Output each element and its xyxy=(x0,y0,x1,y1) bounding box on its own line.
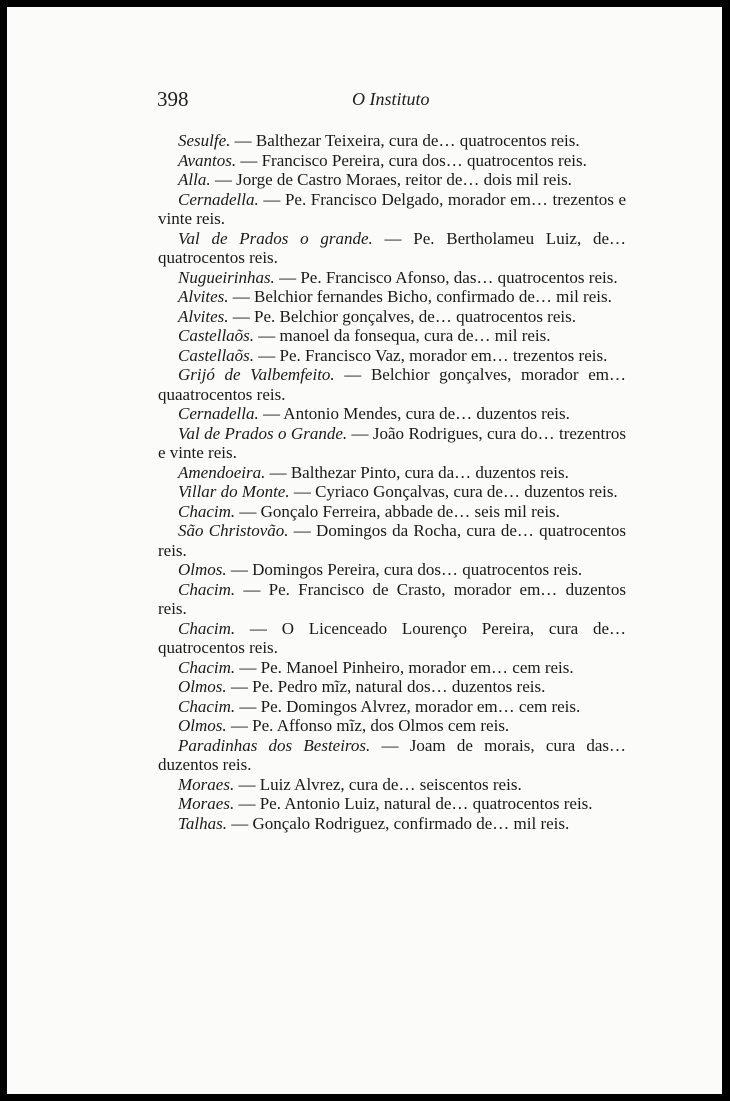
place-name: Olmos. xyxy=(178,560,227,579)
entry-text: — O Licenceado Lourenço Pereira, cura de… quatrocentos reis. xyxy=(158,618,626,657)
list-item xyxy=(158,424,626,463)
list-item xyxy=(158,307,626,327)
entry-text: — Balthezar Pinto, cura da… duzentos reis. xyxy=(265,462,569,482)
place-name: Cernadella. xyxy=(178,189,259,209)
list-item xyxy=(158,151,626,171)
list-item xyxy=(158,716,626,736)
place-name: Chacim. xyxy=(178,501,236,521)
list-item xyxy=(158,502,626,522)
list-item xyxy=(158,580,626,619)
list-item xyxy=(158,170,626,190)
list-item xyxy=(158,697,626,717)
place-name: Val de Prados o Grande. xyxy=(178,423,348,443)
entry-text: — Pe. Manoel Pinheiro, morador em… cem reis. xyxy=(235,657,574,677)
list-item xyxy=(158,131,626,151)
list-item xyxy=(158,268,626,288)
entry-text: — Pe. Bertholameu Luiz, de… quatrocentos reis. xyxy=(158,228,627,267)
entry-text: — Pe. Belchior gonçalves, de… quatrocentos reis. xyxy=(228,306,576,326)
entry-text: — Antonio Mendes, cura de… duzentos reis. xyxy=(258,404,570,423)
list-item xyxy=(158,365,626,404)
place-name: Moraes. xyxy=(178,794,235,813)
journal-title: O Instituto xyxy=(352,89,430,109)
entry-text: — Belchior fernandes Bicho, confirmado de… mil reis. xyxy=(228,287,612,306)
place-name: Olmos. xyxy=(178,716,227,735)
entry-text: — Pe. Francisco Vaz, morador em… trezentos reis. xyxy=(254,345,608,365)
list-item xyxy=(158,190,626,229)
place-name: Chacim. xyxy=(178,696,236,716)
list-item xyxy=(158,560,626,580)
place-name: Alvites. xyxy=(178,306,229,326)
place-name: Cernadella. xyxy=(178,404,259,423)
entry-text: — Pe. Antonio Luiz, natural de… quatrocentos reis. xyxy=(234,794,593,813)
entry-text: — Balthezar Teixeira, cura de… quatrocentos reis. xyxy=(230,131,580,150)
place-name: Moraes. xyxy=(178,774,235,794)
entry-list xyxy=(158,131,626,833)
place-name: Nugueirinhas. xyxy=(178,267,275,287)
list-item xyxy=(158,814,626,834)
entry-text: — Domingos Pereira, cura dos… quatrocentos reis. xyxy=(226,560,583,579)
list-item xyxy=(158,463,626,483)
list-item xyxy=(158,287,626,307)
place-name: Villar do Monte. xyxy=(178,482,290,501)
place-name: Val de Prados o grande. xyxy=(178,228,373,248)
entry-text: — Gonçalo Ferreira, abbade de… seis mil reis. xyxy=(235,501,560,521)
place-name: Alvites. xyxy=(178,287,229,306)
place-name: Chacim. xyxy=(178,579,236,599)
list-item xyxy=(158,619,626,658)
place-name: Sesulfe. xyxy=(178,131,231,150)
list-item xyxy=(158,326,626,346)
entry-text: — João Rodrigues, cura do… trezentros e vinte reis. xyxy=(158,423,626,462)
list-item xyxy=(158,794,626,814)
entry-text: — Pe. Affonso mĩz, dos Olmos cem reis. xyxy=(226,716,510,735)
place-name: Talhas. xyxy=(178,813,227,833)
place-name: Alla. xyxy=(178,170,211,189)
list-item xyxy=(158,482,626,502)
list-item xyxy=(158,346,626,366)
list-item xyxy=(158,404,626,424)
page xyxy=(7,7,722,1094)
running-header xyxy=(157,87,627,117)
list-item xyxy=(158,736,626,775)
place-name: Avantos. xyxy=(178,150,237,170)
place-name: Olmos. xyxy=(178,677,227,696)
place-name: Paradinhas dos Besteiros. xyxy=(178,735,371,755)
list-item xyxy=(158,775,626,795)
entry-text: — Gonçalo Rodriguez, confirmado de… mil reis. xyxy=(226,813,570,833)
entry-text: — Pe. Francisco de Crasto, morador em… duzentos reis. xyxy=(158,579,626,618)
place-name: Castellaõs. xyxy=(178,326,255,345)
entry-text: — Belchior gonçalves, morador em… quaatrocentos reis. xyxy=(158,365,626,404)
entry-text: — Cyriaco Gonçalvas, cura de… duzentos reis. xyxy=(289,482,618,501)
entry-text: — Luiz Alvrez, cura de… seiscentos reis. xyxy=(234,774,522,794)
place-name: Chacim. xyxy=(178,618,236,638)
place-name: Castellaõs. xyxy=(178,345,255,365)
list-item xyxy=(158,677,626,697)
place-name: Grijó de Valbemfeito. xyxy=(178,365,335,384)
entry-text: — Francisco Pereira, cura dos… quatrocentos reis. xyxy=(236,150,587,170)
place-name: Amendoeira. xyxy=(178,462,266,482)
entry-text: — Pe. Pedro mĩz, natural dos… duzentos reis. xyxy=(226,677,546,696)
list-item xyxy=(158,521,626,560)
list-item xyxy=(158,658,626,678)
entry-text: — Pe. Domingos Alvrez, morador em… cem reis. xyxy=(235,696,581,716)
place-name: Chacim. xyxy=(178,657,236,677)
entry-text: — Joam de morais, cura das… duzentos reis. xyxy=(158,735,626,774)
page-number: 398 xyxy=(157,87,189,111)
entry-text: — Pe. Francisco Delgado, morador em… trezentos e vinte reis. xyxy=(158,189,626,228)
list-item xyxy=(158,229,626,268)
entry-text: — Pe. Francisco Afonso, das… quatrocentos reis. xyxy=(274,267,618,287)
entry-text: — Jorge de Castro Moraes, reitor de… dois mil reis. xyxy=(210,170,572,189)
place-name: São Christovão. xyxy=(178,521,289,540)
entry-text: — Domingos da Rocha, cura de… quatrocentos reis. xyxy=(158,521,626,560)
entry-text: — manoel da fonsequa, cura de… mil reis. xyxy=(254,326,551,345)
